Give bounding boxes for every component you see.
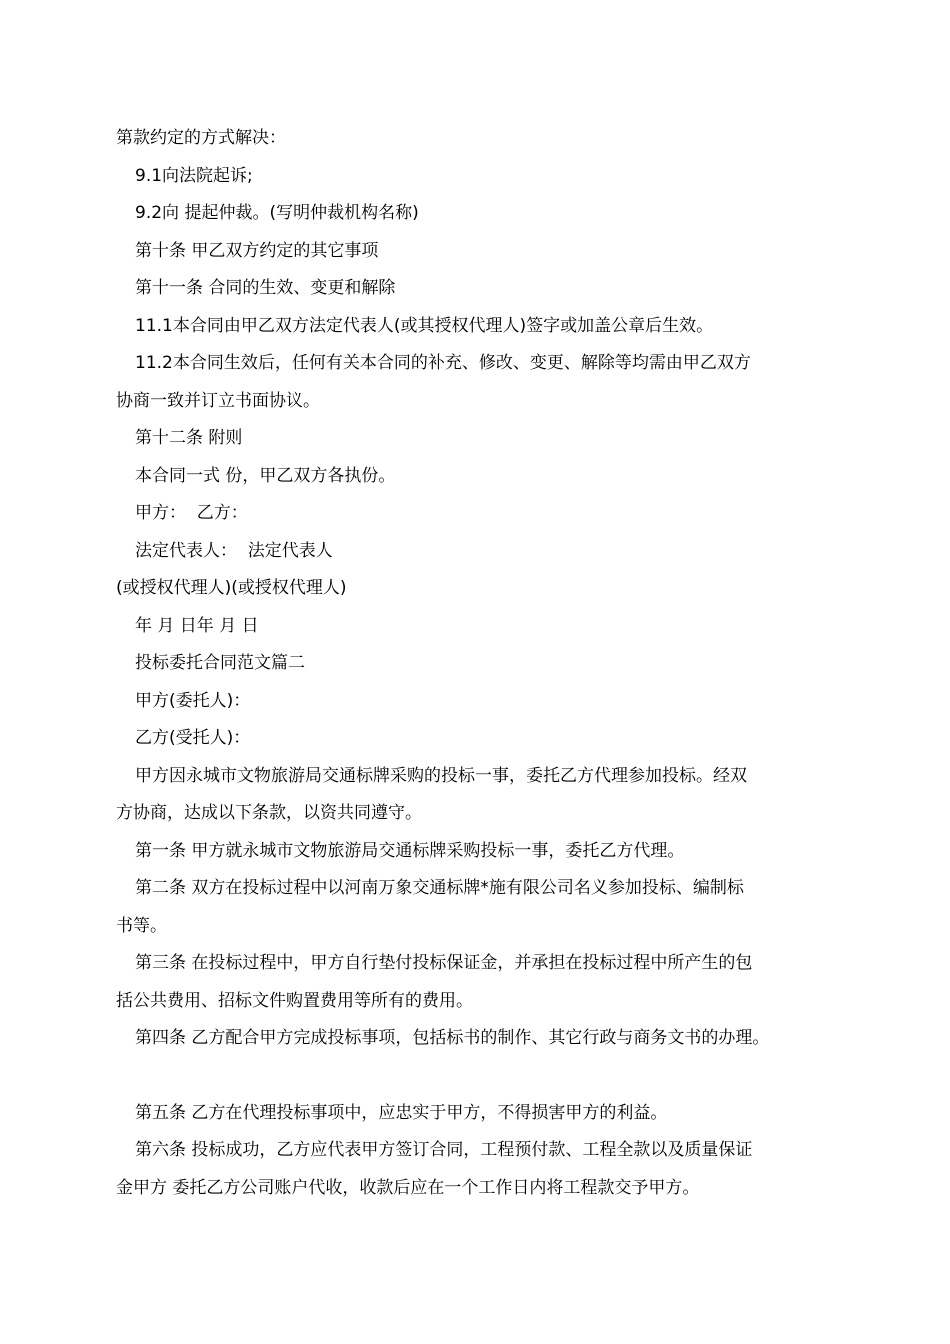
signature-dates: 年 月 日年 月 日 — [135, 616, 259, 636]
clause: 第三条 在投标过程中，甲方自行垫付投标保证金，并承担在投标过程中所产生的包 — [135, 953, 753, 973]
text-line: 协商一致并订立书面协议。 — [116, 391, 320, 411]
clause-continuation: 金甲方 委托乙方公司账户代收，收款后应在一个工作日内将工程款交予甲方。 — [116, 1178, 700, 1198]
party-a-label: 甲方(委托人)： — [135, 691, 251, 711]
text-line: 11.2本合同生效后，任何有关本合同的补充、修改、变更、解除等均需由甲乙双方 — [135, 353, 751, 373]
document-subtitle: 投标委托合同范文篇二 — [135, 653, 305, 673]
text-line: 方协商，达成以下条款，以资共同遵守。 — [116, 803, 422, 823]
clause-continuation: 括公共费用、招标文件购置费用等所有的费用。 — [116, 991, 473, 1011]
clause: 第二条 双方在投标过程中以河南万象交通标牌*施有限公司名义参加投标、编制标 — [135, 878, 744, 898]
text-line: 11.1本合同由甲乙双方法定代表人(或其授权代理人)签字或加盖公章后生效。 — [135, 316, 714, 336]
signature-agents: (或授权代理人)(或授权代理人) — [116, 578, 347, 598]
clause: 第五条 乙方在代理投标事项中，应忠实于甲方，不得损害甲方的利益。 — [135, 1103, 668, 1123]
clause: 第一条 甲方就永城市文物旅游局交通标牌采购投标一事，委托乙方代理。 — [135, 841, 685, 861]
section-heading: 第十二条 附则 — [135, 428, 243, 448]
party-b-label: 乙方(受托人)： — [135, 728, 251, 748]
text-line: 本合同一式 份，甲乙双方各执份。 — [135, 466, 396, 486]
clause: 第六条 投标成功，乙方应代表甲方签订合同，工程预付款、工程全款以及质量保证 — [135, 1140, 753, 1160]
text-line: 甲方因永城市文物旅游局交通标牌采购的投标一事，委托乙方代理参加投标。经双 — [135, 766, 747, 786]
text-line: 9.2向 提起仲裁。(写明仲裁机构名称) — [135, 203, 419, 223]
signature-parties: 甲方： 乙方： — [135, 503, 248, 523]
clause-continuation: 书等。 — [116, 916, 167, 936]
signature-representatives: 法定代表人： 法定代表人 — [135, 541, 333, 561]
text-line: 第款约定的方式解决： — [116, 128, 286, 148]
section-heading: 第十一条 合同的生效、变更和解除 — [135, 278, 396, 298]
section-heading: 第十条 甲乙双方约定的其它事项 — [135, 241, 379, 261]
clause: 第四条 乙方配合甲方完成投标事项，包括标书的制作、其它行政与商务文书的办理。 — [135, 1028, 770, 1048]
text-line: 9.1向法院起诉; — [135, 166, 253, 186]
